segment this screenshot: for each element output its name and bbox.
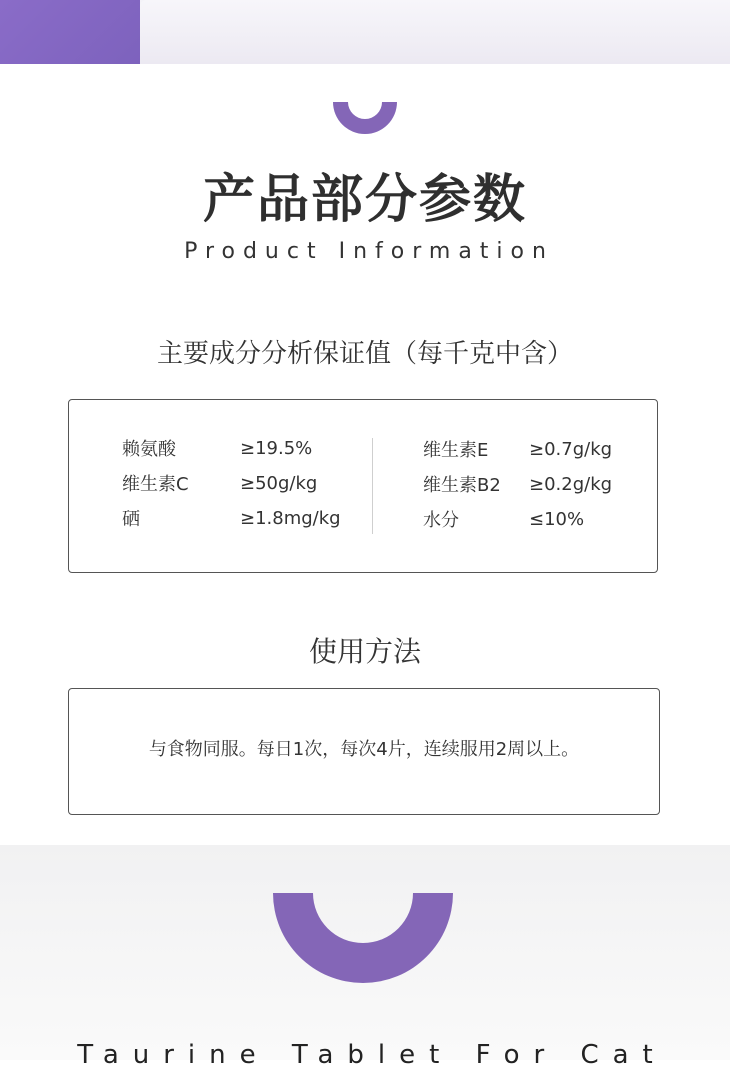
- analysis-title: 主要成分分析保证值（每千克中含）: [156, 339, 573, 369]
- top-accent-block: [0, 0, 140, 64]
- ingredient-value: ≥0.7g/kg: [529, 439, 613, 460]
- ingredient-name: 维生素B2: [423, 475, 501, 496]
- ingredient-value: ≥1.8mg/kg: [240, 508, 341, 529]
- ingredient-value: ≤10%: [529, 509, 585, 530]
- usage-instructions: 与食物同服。每日1次，每次4片，连续服用2周以上。: [148, 739, 580, 760]
- ingredient-name: 水分: [423, 510, 459, 531]
- analysis-divider: [372, 438, 373, 534]
- ingredient-value: ≥19.5%: [240, 438, 313, 459]
- product-name-en: Taurine Tablet For Cat: [77, 1040, 667, 1070]
- usage-title: 使用方法: [308, 635, 421, 668]
- arc-decoration-large: [273, 893, 453, 983]
- ingredient-value: ≥0.2g/kg: [529, 474, 613, 495]
- ingredient-name: 维生素C: [122, 474, 189, 495]
- ingredient-name: 硒: [122, 509, 140, 530]
- top-banner: [0, 0, 730, 64]
- top-banner-panel: [140, 0, 730, 64]
- page-title: 产品部分参数: [202, 170, 527, 230]
- ingredient-name: 维生素E: [423, 440, 489, 461]
- page-subtitle: Product Information: [184, 239, 554, 264]
- arc-decoration-small: [333, 102, 397, 134]
- ingredient-value: ≥50g/kg: [240, 473, 318, 494]
- ingredient-name: 赖氨酸: [122, 439, 176, 460]
